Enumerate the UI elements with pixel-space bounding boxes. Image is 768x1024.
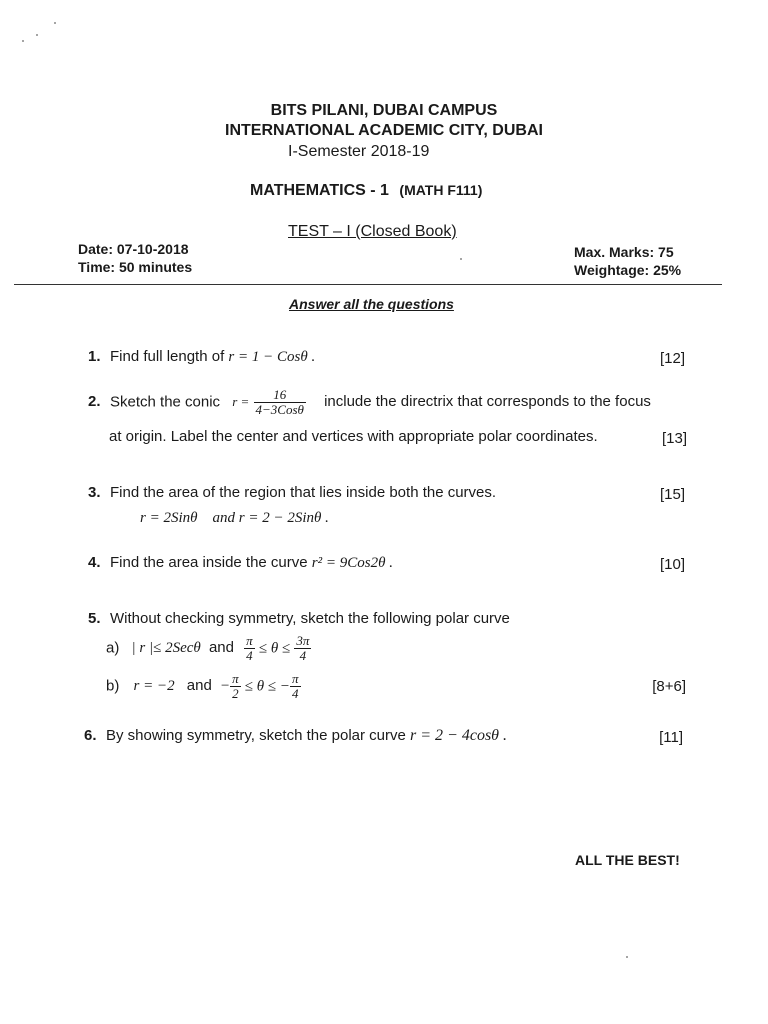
question-4 (88, 554, 393, 572)
question-number: 4. (88, 554, 101, 571)
exam-date: Date: 07-10-2018 (78, 241, 189, 257)
question-text: Find full length of (110, 348, 225, 365)
formula-lhs: r = (232, 394, 250, 410)
part-conjunction: and (186, 677, 212, 695)
question-6 (84, 727, 507, 745)
fraction-numerator: π (232, 671, 239, 686)
question-formula: r² = 9Cos2θ . (311, 555, 393, 571)
fraction-denominator: 4−3Cosθ (255, 402, 304, 417)
question-marks: [11] (659, 729, 683, 746)
course-name: MATHEMATICS - 1 (250, 182, 389, 199)
weightage: Weightage: 25% (574, 262, 682, 278)
question-1 (88, 348, 315, 366)
question-5 (88, 610, 510, 627)
question-text: Without checking symmetry, sketch the following polar curve (110, 610, 510, 627)
question-text: Find the area inside the curve (110, 554, 308, 571)
fraction-denominator: 4 (299, 648, 307, 663)
semester: I-Semester 2018-19 (288, 143, 430, 160)
inequality: ≤ θ ≤ − (244, 678, 291, 695)
question-text: By showing symmetry, sketch the polar curve (106, 727, 406, 744)
question-number: 1. (88, 348, 101, 365)
institution-address: INTERNATIONAL ACADEMIC CITY, DUBAI (225, 122, 543, 139)
fraction (294, 634, 311, 663)
header-divider (14, 284, 722, 285)
scan-speck (36, 34, 38, 36)
fraction-numerator: 16 (254, 388, 306, 403)
question-5b (106, 672, 301, 701)
scan-speck (22, 40, 24, 42)
institution-name: BITS PILANI, DUBAI CAMPUS (270, 102, 498, 119)
part-conjunction: and (208, 639, 234, 657)
fraction (230, 672, 241, 701)
fraction-numerator: π (292, 671, 299, 686)
course-title (250, 182, 482, 200)
part-label: b) (106, 677, 120, 695)
question-formula: r = 1 − Cosθ . (228, 349, 316, 365)
question-text: Find the area of the region that lies inside both the curves. (110, 484, 497, 501)
question-marks: [13] (661, 430, 687, 447)
question-marks: [8+6] (652, 678, 686, 695)
course-code: (MATH F111) (399, 182, 483, 198)
scan-speck (54, 22, 56, 24)
question-formula: r = 2Sinθ and r = 2 − 2Sinθ . (140, 510, 329, 526)
question-number: 6. (84, 727, 97, 744)
inequality: ≤ θ ≤ (258, 640, 291, 657)
test-title: TEST – I (Closed Book) (288, 223, 457, 240)
fraction-numerator: π (246, 633, 253, 648)
scan-speck (460, 258, 462, 260)
fraction (244, 634, 255, 663)
fraction-denominator: 4 (292, 686, 299, 701)
exam-time: Time: 50 minutes (78, 259, 193, 275)
question-marks: [10] (659, 556, 685, 573)
question-3 (88, 484, 496, 501)
max-marks: Max. Marks: 75 (574, 244, 674, 260)
question-5a (106, 634, 311, 663)
question-number: 3. (88, 484, 101, 501)
question-text-continued: include the directrix that corresponds to the focus (324, 393, 651, 411)
fraction (290, 672, 301, 701)
scan-speck (626, 956, 628, 958)
closing-note: ALL THE BEST! (575, 852, 680, 868)
question-2 (88, 388, 651, 417)
part-formula: r = −2 (133, 678, 175, 695)
fraction-denominator: 4 (246, 648, 253, 663)
question-marks: [15] (659, 486, 685, 503)
minus-sign: − (219, 678, 231, 695)
question-marks: [12] (659, 350, 685, 367)
question-number: 5. (88, 610, 101, 627)
instruction: Answer all the questions (289, 296, 454, 312)
part-formula: | r |≤ 2Secθ (131, 640, 201, 657)
question-text: Sketch the conic (110, 393, 221, 411)
question-formula: r = 2 − 4cosθ . (410, 727, 508, 744)
part-label: a) (106, 639, 120, 657)
question-2-line-2: at origin. Label the center and vertices with appropriate polar coordinates. (109, 428, 598, 445)
fraction (254, 388, 306, 417)
fraction-numerator: 3π (296, 633, 310, 648)
question-number: 2. (88, 393, 101, 411)
fraction-denominator: 2 (232, 686, 239, 701)
